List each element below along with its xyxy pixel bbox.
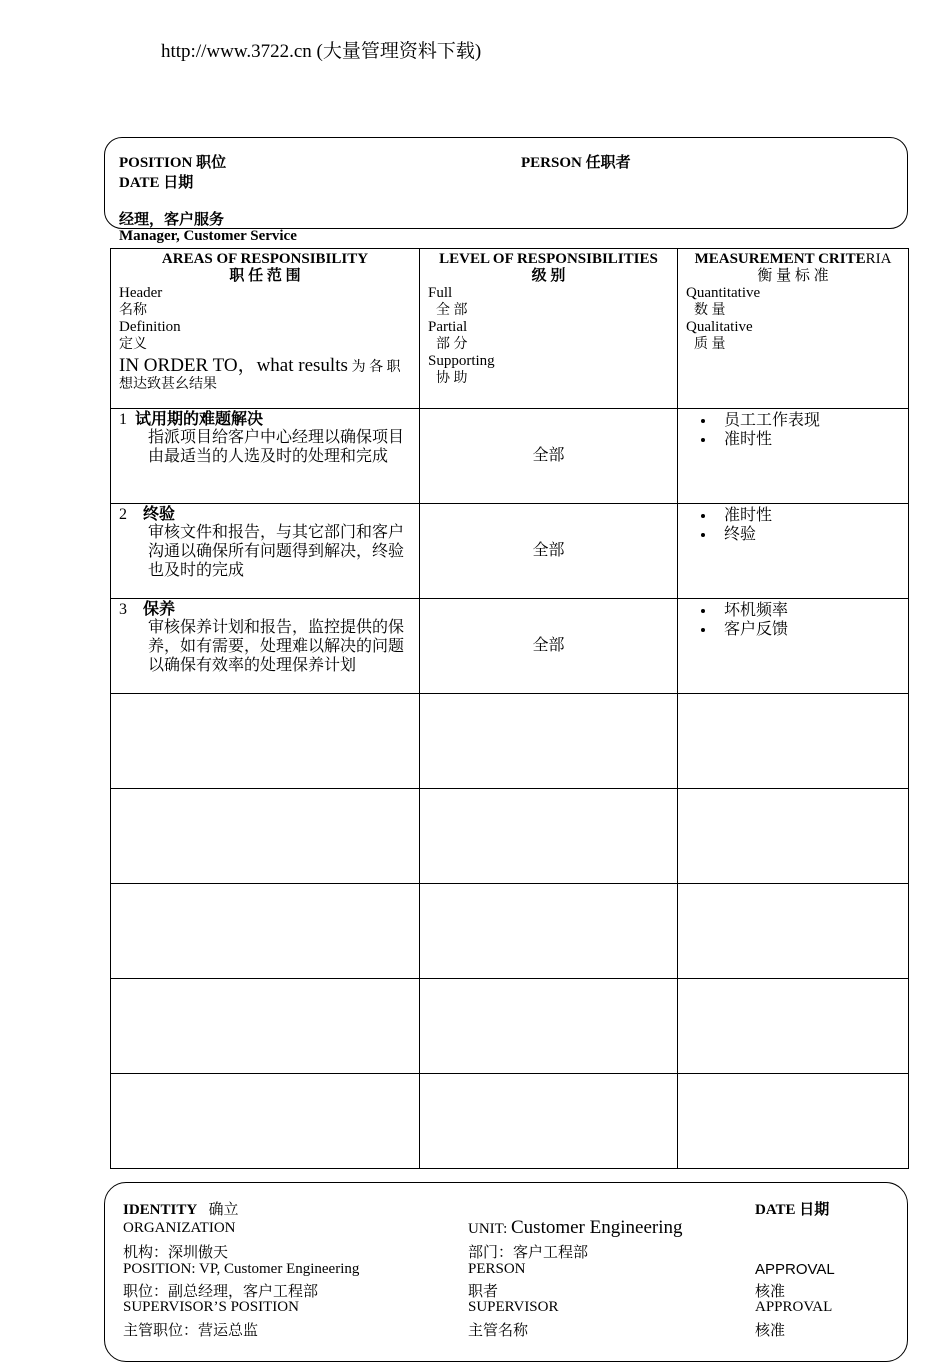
item-3-title: 保养 bbox=[143, 601, 176, 618]
in-order-to-cn-a: 为 各 职 bbox=[351, 360, 401, 375]
organization-cn: 机构：深圳傲天 bbox=[123, 1245, 229, 1261]
position-title-cn: 经理，客户服务 bbox=[119, 212, 225, 228]
empty-table-row bbox=[111, 884, 909, 979]
item-3-title-line bbox=[119, 601, 411, 618]
unit-label: UNIT: bbox=[468, 1221, 508, 1237]
item-2-level-cell bbox=[420, 504, 678, 599]
areas-definition-en: Definition bbox=[119, 319, 181, 335]
header-url: http://www.3722.cn (大量管理资料下载) bbox=[161, 41, 482, 62]
item-2-title: 终验 bbox=[143, 506, 176, 523]
item-1-criteria-list bbox=[686, 411, 900, 449]
item-3-criteria-list bbox=[686, 601, 900, 639]
in-order-to-cn-b: 想达致甚幺结果 bbox=[119, 377, 217, 392]
empty-cell bbox=[420, 789, 678, 884]
item-3-area-cell bbox=[111, 599, 420, 694]
person-label: PERSON 任职者 bbox=[521, 155, 631, 171]
item-1-title-line bbox=[119, 411, 411, 428]
criteria-title-en-tail: RIA bbox=[865, 251, 892, 267]
list-item: • 准时性 bbox=[716, 506, 900, 525]
item-1-desc-1: 指派项目给客户中心经理以确保项目 bbox=[148, 429, 405, 446]
areas-header-en: Header bbox=[119, 285, 163, 301]
table-row bbox=[111, 599, 909, 694]
item-2-criteria-list bbox=[686, 506, 900, 544]
supervisor-position-label: SUPERVISOR’S POSITION bbox=[123, 1299, 299, 1315]
department-cn: 部门：客户工程部 bbox=[468, 1245, 589, 1261]
level-partial-en: Partial bbox=[428, 319, 468, 335]
unit-value: Customer Engineering bbox=[511, 1217, 683, 1238]
empty-cell bbox=[420, 979, 678, 1074]
item-3-desc-2: 养，如有需要，处理难以解决的问题 bbox=[148, 638, 405, 655]
position-label: POSITION 职位 bbox=[119, 155, 227, 171]
empty-cell bbox=[678, 979, 909, 1074]
item-2-level: 全部 bbox=[532, 542, 565, 559]
areas-header-cn: 名称 bbox=[119, 303, 147, 318]
table-header-row bbox=[111, 249, 909, 409]
empty-cell bbox=[420, 884, 678, 979]
date-label: DATE 日期 bbox=[119, 175, 194, 191]
level-full-en: Full bbox=[428, 285, 453, 301]
item-3-desc-1: 审核保养计划和报告，监控提供的保 bbox=[148, 619, 405, 636]
item-3-criteria-cell bbox=[678, 599, 909, 694]
organization-label: ORGANIZATION bbox=[123, 1220, 236, 1236]
item-1-area-cell bbox=[111, 409, 420, 504]
supervisor-label: SUPERVISOR bbox=[468, 1299, 559, 1315]
level-supporting-cn: 协 助 bbox=[436, 371, 468, 386]
in-order-to-en: IN ORDER TO，what results bbox=[119, 355, 348, 376]
item-1-number: 1 bbox=[119, 411, 127, 428]
empty-cell bbox=[111, 884, 420, 979]
level-full-cn: 全 部 bbox=[436, 303, 468, 318]
empty-cell bbox=[678, 694, 909, 789]
empty-cell bbox=[111, 694, 420, 789]
bottom-date-label: DATE 日期 bbox=[755, 1202, 830, 1218]
position-title-en: Manager, Customer Service bbox=[119, 228, 297, 244]
approval-label-1: APPROVAL bbox=[755, 1261, 835, 1278]
unit-line bbox=[468, 1217, 683, 1239]
list-item: • 客户反馈 bbox=[716, 620, 900, 639]
criteria-header-cell bbox=[678, 249, 909, 409]
empty-cell bbox=[420, 1074, 678, 1169]
person-label-bottom: PERSON bbox=[468, 1261, 526, 1277]
empty-table-row bbox=[111, 694, 909, 789]
approval-cn-2: 核准 bbox=[755, 1323, 786, 1339]
criteria-title-en-main: MEASUREMENT CRITE bbox=[694, 251, 866, 267]
item-1-level: 全部 bbox=[532, 447, 565, 464]
list-item: • 员工工作表现 bbox=[716, 411, 900, 430]
person-cn: 职者 bbox=[468, 1284, 499, 1300]
item-2-desc-3: 也及时的完成 bbox=[148, 562, 245, 579]
empty-cell bbox=[111, 979, 420, 1074]
table-row bbox=[111, 504, 909, 599]
areas-header-cell bbox=[111, 249, 420, 409]
level-title-cn: 级 别 bbox=[531, 268, 566, 284]
empty-cell bbox=[111, 1074, 420, 1169]
in-order-to-line bbox=[119, 357, 411, 376]
criteria-title-cn: 衡 量 标 准 bbox=[757, 268, 829, 284]
level-header-cell bbox=[420, 249, 678, 409]
areas-title-en: AREAS OF RESPONSIBILITY bbox=[161, 251, 369, 267]
supervisor-position-cn: 主管职位：营运总监 bbox=[123, 1323, 259, 1339]
item-2-criteria-cell bbox=[678, 504, 909, 599]
position-cn-bottom: 职位：副总经理，客户工程部 bbox=[123, 1284, 319, 1300]
item-1-level-cell bbox=[420, 409, 678, 504]
item-1-title: 试用期的难题解决 bbox=[135, 411, 264, 428]
empty-cell bbox=[678, 789, 909, 884]
criteria-title-en bbox=[686, 251, 900, 268]
item-3-level: 全部 bbox=[532, 637, 565, 654]
empty-cell bbox=[420, 694, 678, 789]
item-1-desc-2: 由最适当的人选及时的处理和完成 bbox=[148, 448, 389, 465]
identity-cn: 确立 bbox=[208, 1202, 239, 1218]
list-item: • 准时性 bbox=[716, 430, 900, 449]
item-2-title-line bbox=[119, 506, 411, 523]
item-2-number: 2 bbox=[119, 506, 127, 523]
approval-cn-1: 核准 bbox=[755, 1284, 786, 1300]
empty-table-row bbox=[111, 789, 909, 884]
list-item: • 终验 bbox=[716, 525, 900, 544]
approval-label-2: APPROVAL bbox=[755, 1299, 833, 1315]
criteria-quant-cn: 数 量 bbox=[694, 303, 726, 318]
empty-cell bbox=[111, 789, 420, 884]
position-line: POSITION: VP, Customer Engineering bbox=[123, 1261, 360, 1277]
item-1-criteria-cell bbox=[678, 409, 909, 504]
empty-cell bbox=[678, 884, 909, 979]
table-row bbox=[111, 409, 909, 504]
level-title-en: LEVEL OF RESPONSIBILITIES bbox=[439, 251, 658, 267]
item-2-desc-2: 沟通以确保所有问题得到解决，终验 bbox=[148, 543, 405, 560]
empty-table-row bbox=[111, 979, 909, 1074]
item-3-number: 3 bbox=[119, 601, 127, 618]
criteria-quant-en: Quantitative bbox=[686, 285, 761, 301]
list-item: • 坏机频率 bbox=[716, 601, 900, 620]
responsibility-table bbox=[110, 248, 909, 1169]
areas-definition-cn: 定义 bbox=[119, 337, 147, 352]
areas-title-cn: 职 任 范 围 bbox=[229, 268, 301, 284]
criteria-qual-en: Qualitative bbox=[686, 319, 753, 335]
item-2-desc-1: 审核文件和报告，与其它部门和客户 bbox=[148, 524, 405, 541]
empty-cell bbox=[678, 1074, 909, 1169]
item-3-desc-3: 以确保有效率的处理保养计划 bbox=[148, 657, 357, 674]
identity-line bbox=[123, 1198, 238, 1219]
item-2-area-cell bbox=[111, 504, 420, 599]
level-supporting-en: Supporting bbox=[428, 353, 495, 369]
supervisor-name-cn: 主管名称 bbox=[468, 1323, 529, 1339]
identity-label: IDENTITY bbox=[123, 1202, 198, 1218]
empty-table-row bbox=[111, 1074, 909, 1169]
item-3-level-cell bbox=[420, 599, 678, 694]
level-partial-cn: 部 分 bbox=[436, 337, 468, 352]
criteria-qual-cn: 质 量 bbox=[694, 337, 726, 352]
